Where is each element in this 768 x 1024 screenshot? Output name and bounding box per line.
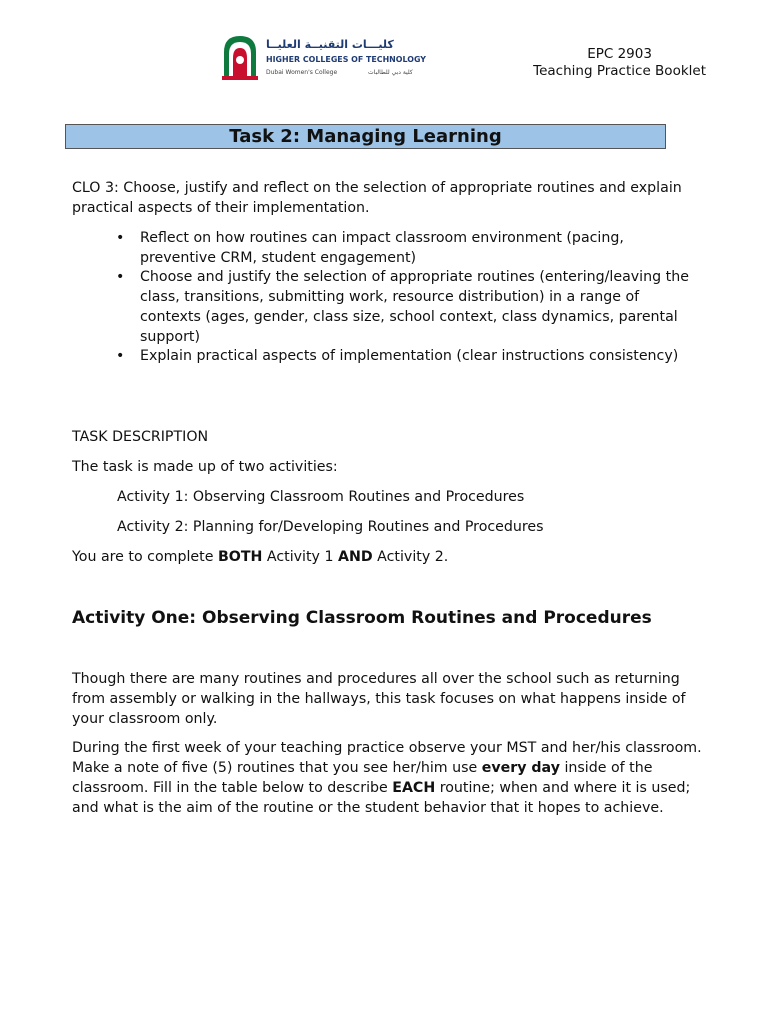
college-emblem-icon [218, 34, 428, 82]
activity-2-line: Activity 2: Planning for/Developing Routines and Procedures [117, 519, 544, 535]
list-item: • Reflect on how routines can impact classroom environment (pacing, preventive CRM, student engagement) [116, 230, 624, 266]
activity-one-paragraph-1: Though there are many routines and procedures all over the school such as returning from assembly or walking in the hallways, this task focuses on what happens inside of your classroom only. [72, 671, 686, 727]
logo-campus-en: Dubai Women's College [266, 69, 338, 76]
logo-campus-ar: كلية دبي للطالبات [368, 69, 413, 76]
activity-one-title: Activity One: Observing Classroom Routines and Procedures [72, 608, 652, 628]
bullet-icon: • [116, 269, 125, 286]
activity-1-line: Activity 1: Observing Classroom Routines and Procedures [117, 489, 525, 505]
task-description-heading: TASK DESCRIPTION [72, 429, 209, 445]
task-intro: The task is made up of two activities: [72, 459, 338, 475]
task-title: Task 2: Managing Learning [65, 124, 666, 149]
list-item: • Explain practical aspects of implementation (clear instructions consistency) [72, 347, 702, 367]
college-logo [218, 34, 428, 82]
logo-english-name: HIGHER COLLEGES OF TECHNOLOGY [266, 55, 427, 64]
clo-statement: CLO 3: Choose, justify and reflect on the selection of appropriate routines and explain practical aspects of their implementation. [72, 180, 682, 216]
course-code: EPC 2903 [587, 46, 652, 62]
activity-one-paragraph-2: During the first week of your teaching practice observe your MST and her/his classroom. Make a note of five (5) routines that you see her/him use every day inside of the classroom. Fill in the table below to describe EACH routine; when and where it is used; and what is the aim of the routine or the student behavior that it hopes to achieve. [72, 740, 702, 816]
logo-arabic-name: كليـــات التقنيــة العليــا [266, 38, 394, 51]
page-header [533, 46, 706, 80]
bullet-icon: • [116, 348, 125, 365]
bullet-icon: • [116, 230, 125, 246]
booklet-title: Teaching Practice Booklet [533, 63, 706, 79]
list-item: • Choose and justify the selection of appropriate routines (entering/leaving the class, transitions, submitting work, resource distribution) in a range of contexts (ages, gender, class size, school context, class dynamics, parental support) [116, 269, 689, 345]
clo-bullet-list [72, 229, 702, 367]
complete-both-line: You are to complete BOTH Activity 1 AND Activity 2. [72, 549, 449, 565]
